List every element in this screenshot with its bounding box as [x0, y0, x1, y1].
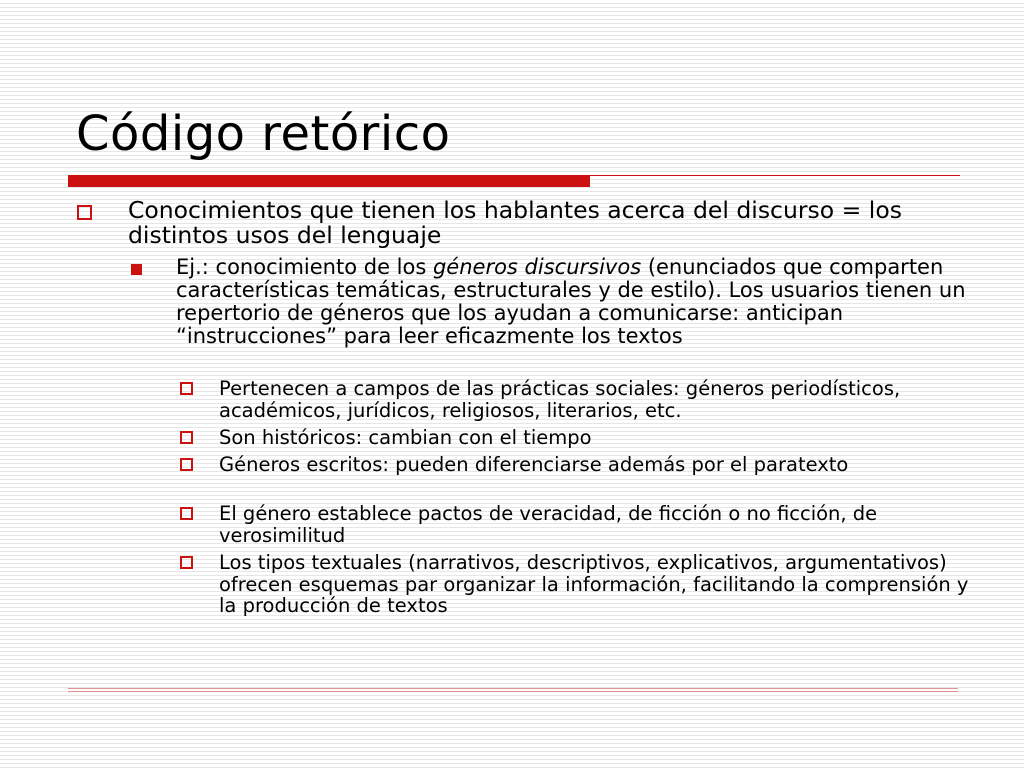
bullet-level-3-text: Son históricos: cambian con el tiempo: [219, 426, 592, 449]
bullet-level-2-suffix: (enunciados que comparten características temáticas, estructurales y de estilo). Los usuarios tienen un repertorio de géneros que los ayudan a comunicarse: anticipan “instrucciones” para leer eficazmente los textos: [176, 255, 966, 348]
bullet-level-3-item: [219, 454, 979, 476]
bullet-level-3-text: Géneros escritos: pueden diferenciarse además por el paratexto: [219, 453, 849, 476]
footer-divider-line: [68, 688, 958, 689]
slide-title: Código retórico: [76, 106, 451, 162]
hollow-square-bullet-icon: [180, 507, 193, 520]
bullet-level-3-item: [219, 503, 979, 546]
bullet-level-2: [176, 256, 966, 348]
hollow-square-bullet-icon: [180, 431, 193, 444]
bullet-level-3-text: Los tipos textuales (narrativos, descriptivos, explicativos, argumentativos) ofrecen esquemas par organizar la información, facilitando la comprensión y la producción de textos: [219, 551, 969, 617]
bullet-level-3-item: [219, 552, 979, 617]
bullet-level-1: [128, 198, 968, 248]
bullet-level-2-prefix: Ej.: conocimiento de los: [176, 255, 433, 279]
hollow-square-bullet-icon: [180, 556, 193, 569]
bullet-level-2-emphasis: géneros discursivos: [432, 255, 642, 279]
filled-square-bullet-icon: [131, 264, 142, 275]
bullet-level-3-item: [219, 427, 979, 449]
bullet-level-3-text: Pertenecen a campos de las prácticas sociales: géneros periodísticos, académicos, jurídicos, religiosos, literarios, etc.: [219, 377, 901, 422]
hollow-square-bullet-icon: [180, 382, 193, 395]
bullet-level-3-item: [219, 378, 979, 421]
bullet-level-3-text: El género establece pactos de veracidad, de ficción o no ficción, de verosimilitud: [219, 502, 878, 547]
bullet-level-1-text: Conocimientos que tienen los hablantes acerca del discurso = los distintos usos del lenguaje: [128, 196, 902, 249]
hollow-square-bullet-icon: [180, 458, 193, 471]
footer-divider-line: [68, 691, 958, 692]
hollow-square-bullet-icon: [77, 205, 92, 220]
